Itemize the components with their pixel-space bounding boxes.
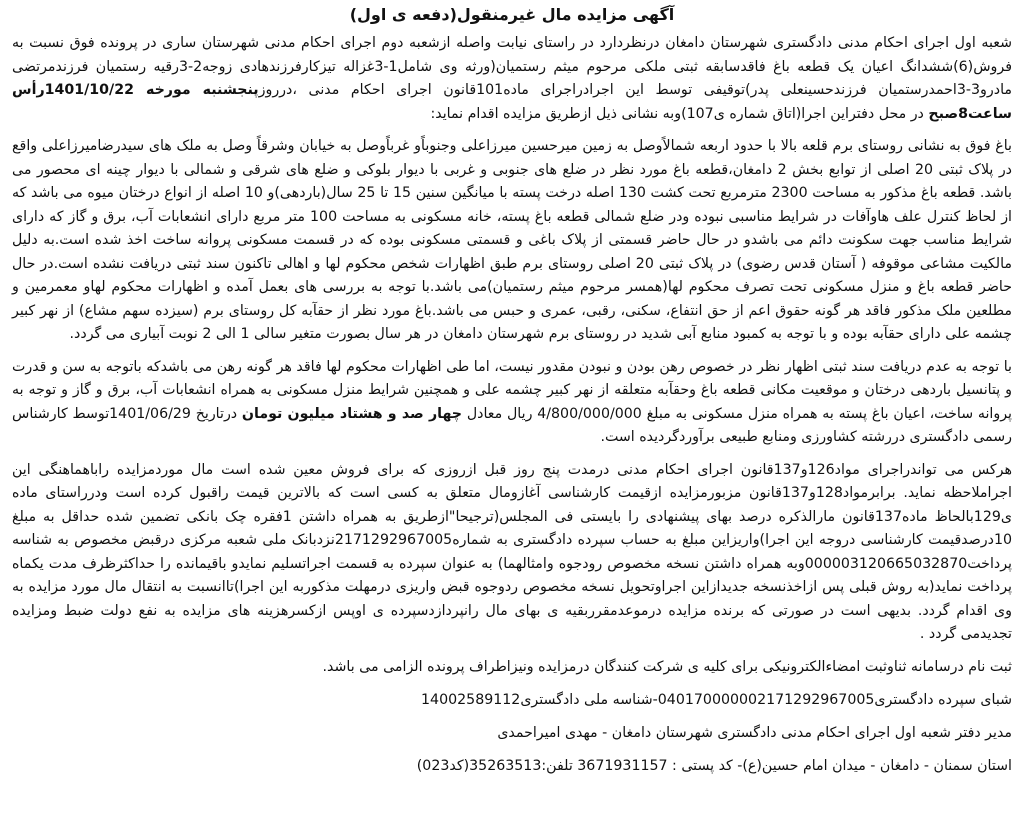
notice-title: آگهی مزایده مال غیرمنقول(دفعه ی اول): [349, 5, 675, 24]
valuation-date: درتاریخ 1401/06/29توسط کارشناس رسمی دادگستری دررشته کشاورزی ومنابع طبیعی برآوردگردیده است.: [12, 405, 1012, 445]
office-manager: مدیر دفتر شعبه اول اجرای احکام مدنی دادگستری شهرستان دامغان - مهدی امیراحمدی: [497, 724, 1012, 741]
auction-date: پنجشنبه مورخه 1401/10/22رأس ساعت8صبح: [12, 82, 1012, 122]
intro-text: شعبه اول اجرای احکام مدنی دادگستری شهرستان دامغان درنظردارد در راستای نیابت واصله ازشعبه دوم اجرای احکام مدنی شهرستان ساری در پرونده فوق نسبت به فروش(6)ششدانگ اعیان یک قطعه باغ فاقدسابقه ثبتی ملکی مرحوم میثم رستمیان(ورثه وی شامل1-3غزاله تیزکارفرزندهادی زوجه2-3رقیه رستمیان فرزندمرتضی مادرو3-3احمدرستمیان فرزندحسینعلی پدر)توقیفی توسط این اجرادراجرای ماده101قانون اجرای احکام مدنی ،درروز: [12, 35, 1012, 98]
valuation-amount-words: چهار صد و هشتاد میلیون تومان: [241, 405, 463, 422]
property-description: باغ فوق به نشانی روستای برم قلعه بالا با حدود اربعه شمالاًوصل به زمین میرحسین میرزاعلی وجنوباًو غرباًوصل به خیابان وشرقاً وصل به ملک های سیدرضامیرزاعلی واقع در پلاک ثبتی 20 اصلی از توابع بخش 2 دامغان،قطعه باغ مورد نظر در ضلع های جنوبی و غربی با دیوار بلوکی و ضلع های شرقی و شمالی با دیوار چینه ای محصور می باشد. قطعه باغ مذکور به مساحت 2300 مترمربع تحت کشت 130 اصله درخت پسته با میانگین سنین 15 تا 25 سال(باردهی)و 10 اصله از انواع درختان میوه می باشد که از لحاظ کنترل علف هاوآفات در شرایط مناسبی نبوده ودر ضلع شمالی قطعه باغ پسته، خانه مسکونی به مساحت 100 متر مربع دارای انشعابات آب، برق و گاز که دارای شرایط مناسب جهت سکونت دائم می باشدو در حال حاضر قسمتی از پلاک باغی و قسمتی مسکونی بوده که در قسمت مسکونی پروانه ساخت اخذ شده است.به دلیل مالکیت مشاعی موقوفه ( آستان قدس رضوی) در پلاک ثبتی 20 اصلی روستای برم طبق اظهارات شخص محکوم لها و اهالی تاکنون سند ثبتی دریافت نشده است.در حال حاضر قطعه باغ و منزل مسکونی تحت تصرف محکوم لها(همسر مرحوم میثم رستمیان)می باشد.با توجه به بررسی های بعمل آمده و اظهارات محکوم لهاو معمرمین و مطلعین ملک مذکور فاقد هر گونه حقوق اعم از حق انتفاع، سکنی، رقبی، عمری و حبس می باشد.باغ مورد نظر از حقآبه کل روستای برم (سیزده سهم مشاع) از نهر کبیر چشمه علی دارای حقآبه بوده و با توجه به کمبود منابع آبی شدید در روستای برم شهرستان دامغان در هر سال بصورت متغیر سالی 1 الی 2 نوبت آبیاری می گردد.: [12, 138, 1012, 342]
address-line: استان سمنان - دامغان - میدان امام حسین(ع)- کد پستی : 3671931157 تلفن:35263513(کد023): [416, 757, 1012, 774]
intro-paragraph: [12, 32, 1012, 126]
valuation-text: با توجه به عدم دریافت سند ثبتی اظهار نظر در خصوص رهن بودن و نبودن مقدور نیست، اما طی اظهارات محکوم لها فاقد هر گونه رهن می باشدکه باتوجه به سن و قدرت و پتانسیل باردهی درختان و موقعیت مکانی قطعه باغ وحقآبه متعلقه از نهر کبیر چشمه علی و همچنین شرایط منزل مسکونی به همراه انشعابات آب، برق و گاز و توجه به پروانه ساخت، اعیان باغ پسته به همراه منزل مسکونی به مبلغ 4/800/000/000 ریال معادل: [12, 358, 1013, 422]
intro-location: در محل دفتراین اجرا(اتاق شماره ی107)وبه نشانی ذیل ازطریق مزایده اقدام نماید:: [430, 105, 929, 122]
valuation-paragraph: [12, 356, 1012, 450]
conditions-paragraph: هرکس می تواندراجرای مواد126و137قانون اجرای احکام مدنی درمدت پنج روز قبل ازروزی که برای فروش معین شده است مال موردمزایده راباهماهنگی این اجراملاحظه نماید. برابرمواد128و137قانون مزبورمزایده ازقیمت کارشناسی آغازومال متعلق به کسی است که بالاترین قیمت راقبول کرده است ودرراستای ماده ی129بالحاظ ماده137قانون مارالذکره درصد بهای پیشنهادی را بایستی فی المجلس(ترجیحا"ازطریق به همراه داشتن 1فقره چک بانکی تضمین شده حداقل به مبلغ 10درصدقیمت کارشناسی دروجه این اجرا)واریزاین مبلغ به حساب سپرده دادگستری به شماره2171292967005نزدبانک ملی شعبه مرکزی درقبض مخصوص به شناسه پرداخت000003120665032870وبه همراه داشتن نسخه مخصوص رودجوه وامثالهما) به عنوان سپرده به قسمت اجراتسلیم نمایدو باقیمانده را حداکثرظرف مدت یکماه پرداخت نماید(به روش قبلی پس ازاخذنسخه جدیدازاین اجراوتحویل نسخه مخصوص ردوجوه قبض واریزی درمهلت مذکوربه این اجرا)تاانسبت به انتقال مال مورد مزایده به وی اقدام گردد. بدیهی است در صورتی که برنده مزایده درموعدمقرربقیه ی بهای مال رانپردازدسپرده ی اوپس ازکسرهزینه های مزایده به نفع دولت ضبط ومزایده تجدیدمی گردد .: [12, 461, 1013, 642]
deposit-sheba: شبای سپرده دادگستری040170000002171292967005-شناسه ملی دادگستری14002589112: [421, 691, 1012, 708]
registration-note: ثبت نام درسامانه ثناوثبت امضاءالکترونیکی برای کلیه ی شرکت کنندگان درمزایده ونیزاطراف پرونده الزامی می باشد.: [322, 658, 1012, 675]
